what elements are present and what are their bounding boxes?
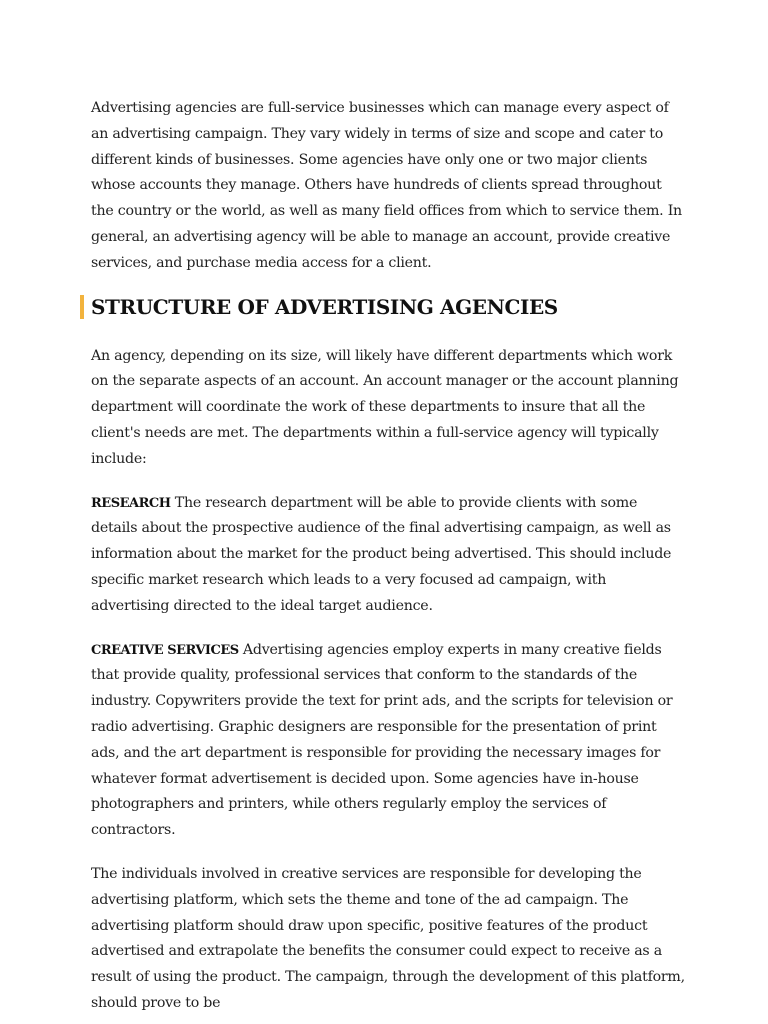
document-page	[91, 96, 686, 1017]
intro-paragraph: Advertising agencies are full-service businesses which can manage every aspect of an advertising campaign. They vary widely in terms of size and scope and cater to different kinds of businesses. Some agencies have only one or two major clients whose accounts they manage. Others have hundreds of clients spread throughout the country or the world, as well as many field offices from which to service them. In general, an advertising agency will be able to manage an account, provide creative services, and purchase media access for a client.	[91, 100, 682, 271]
creative-services-paragraph	[91, 638, 686, 844]
creative-services-lead: CREATIVE SERVICES	[91, 642, 239, 658]
section-heading-text: STRUCTURE OF ADVERTISING AGENCIES	[91, 294, 558, 319]
research-paragraph	[91, 491, 686, 620]
platform-paragraph: The individuals involved in creative services are responsible for developing the advertising platform, which sets the theme and tone of the ad campaign. The advertising platform should draw upon specific, positive features of the product advertised and extrapolate the benefits the consumer could expect to receive as a result of using the product. The campaign, through the development of this platform, should prove to be	[91, 865, 685, 1011]
research-text: The research department will be able to provide clients with some details about the prospective audience of the final advertising campaign, as well as information about the market for the product being advertised. This should include specific market research which leads to a very focused ad campaign, with advertising directed to the ideal target audience.	[91, 494, 672, 614]
agency-paragraph: An agency, depending on its size, will likely have different departments which work on the separate aspects of an account. An account manager or the account planning department will coordinate the work of these departments to insure that all the client's needs are met. The departments within a full-service agency will typically include:	[91, 347, 679, 467]
heading-accent-bar	[80, 295, 84, 319]
research-lead: RESEARCH	[91, 495, 171, 511]
section-heading	[91, 294, 686, 320]
creative-services-text: Advertising agencies employ experts in many creative fields that provide quality, professional services that conform to the standards of the industry. Copywriters provide the text for print ads, and the scripts for television or radio advertising. Graphic designers are responsible for the presentation of print ads, and the art department is responsible for providing the necessary images for whatever format advertisement is decided upon. Some agencies have in-house photographers and printers, while others regularly employ the services of contractors.	[91, 641, 673, 839]
